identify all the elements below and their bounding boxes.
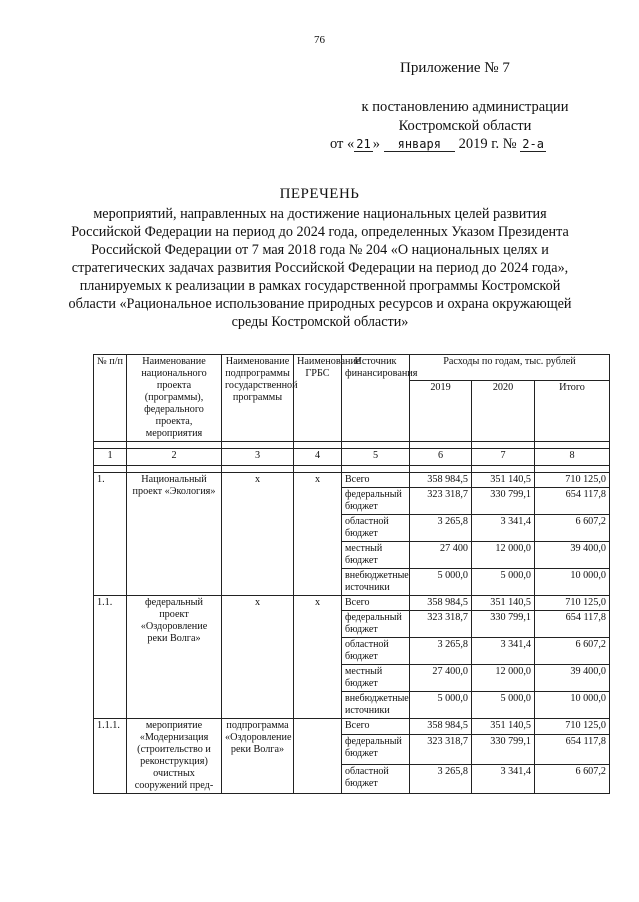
document-title: ПЕРЕЧЕНЬ — [279, 186, 360, 202]
amount-total: 710 125,0 — [535, 473, 610, 488]
amount-2020: 330 799,1 — [472, 735, 535, 764]
column-number: 2 — [127, 449, 222, 466]
amount-2019: 3 265,8 — [410, 515, 472, 542]
amount-2020: 351 140,5 — [472, 596, 535, 611]
table-row — [94, 719, 610, 735]
resolution-date-line — [330, 136, 546, 153]
appendix-label: Приложение № 7 — [400, 60, 510, 76]
item-name: Национальный проект «Экология» — [127, 473, 222, 596]
funding-source: местный бюджет — [342, 665, 410, 692]
column-number: 4 — [294, 449, 342, 466]
amount-2020: 3 341,4 — [472, 515, 535, 542]
amount-2019: 358 984,5 — [410, 719, 472, 735]
item-grbs: х — [294, 473, 342, 596]
amount-total: 39 400,0 — [535, 542, 610, 569]
amount-total: 39 400,0 — [535, 665, 610, 692]
header-grbs: Наименование ГРБС — [294, 355, 342, 442]
column-number: 5 — [342, 449, 410, 466]
column-number: 1 — [94, 449, 127, 466]
funding-source: внебюджетные источники — [342, 692, 410, 719]
header-source: Источник финансирования — [342, 355, 410, 442]
column-number: 3 — [222, 449, 294, 466]
table-row — [94, 596, 610, 611]
funding-source: областной бюджет — [342, 515, 410, 542]
amount-2019: 358 984,5 — [410, 596, 472, 611]
funding-source: внебюджетные источники — [342, 569, 410, 596]
amount-2020: 12 000,0 — [472, 665, 535, 692]
date-year: 2019 г. № — [458, 136, 517, 152]
item-number: 1.1.1. — [94, 719, 127, 794]
amount-2019: 5 000,0 — [410, 692, 472, 719]
date-prefix: от « — [330, 136, 355, 152]
item-grbs — [294, 719, 342, 794]
amount-total: 6 607,2 — [535, 764, 610, 793]
date-month: января — [384, 137, 455, 152]
column-number: 8 — [535, 449, 610, 466]
measures-table — [93, 354, 610, 794]
table-row — [94, 473, 610, 488]
item-subprogram: х — [222, 473, 294, 596]
amount-total: 10 000,0 — [535, 569, 610, 596]
header-2020: 2020 — [472, 380, 535, 441]
header-2019: 2019 — [410, 380, 472, 441]
page-number: 76 — [314, 34, 325, 46]
item-grbs: х — [294, 596, 342, 719]
amount-2020: 351 140,5 — [472, 719, 535, 735]
amount-2020: 330 799,1 — [472, 488, 535, 515]
amount-2019: 27 400,0 — [410, 665, 472, 692]
funding-source: областной бюджет — [342, 764, 410, 793]
date-mid: » — [372, 136, 380, 152]
resolution-line-1: к постановлению администрации — [361, 99, 569, 115]
resolution-line-2: Костромской области — [398, 118, 532, 134]
item-number: 1. — [94, 473, 127, 596]
amount-2019: 3 265,8 — [410, 638, 472, 665]
amount-total: 710 125,0 — [535, 596, 610, 611]
amount-2020: 5 000,0 — [472, 569, 535, 596]
header-expenses: Расходы по годам, тыс. рублей — [410, 355, 610, 381]
amount-2019: 323 318,7 — [410, 611, 472, 638]
item-name: федеральный проект «Оздоровление реки Волга» — [127, 596, 222, 719]
resolution-reference — [340, 98, 590, 136]
amount-2019: 5 000,0 — [410, 569, 472, 596]
amount-2020: 5 000,0 — [472, 692, 535, 719]
amount-2019: 3 265,8 — [410, 764, 472, 793]
funding-source: федеральный бюджет — [342, 611, 410, 638]
header-subprogram: Наименование подпрограммы государственной программы — [222, 355, 294, 442]
amount-2020: 3 341,4 — [472, 764, 535, 793]
date-day: 21 — [356, 137, 371, 151]
amount-2020: 12 000,0 — [472, 542, 535, 569]
item-name: мероприятие «Модернизация (строительство и реконструкция) очистных сооружений пред- — [127, 719, 222, 794]
column-number: 7 — [472, 449, 535, 466]
column-numbers-row — [94, 449, 610, 466]
amount-2019: 323 318,7 — [410, 735, 472, 764]
amount-total: 6 607,2 — [535, 515, 610, 542]
header-total: Итого — [535, 380, 610, 441]
document-subtitle: мероприятий, направленных на достижение национальных целей развития Российской Федерации на период до 2024 года, определенных Указом Президента Российской Федерации от 7 мая 2018 года № 204 «О национальных целях и стратегических задачах развития Российской Федерации на период до 2024 года», планируемых к реализации в рамках государственной программы Костромской области «Рациональное использование природных ресурсов и охрана окружающей среды Костромской области» — [68, 206, 572, 330]
amount-2020: 330 799,1 — [472, 611, 535, 638]
amount-total: 654 117,8 — [535, 488, 610, 515]
funding-source: областной бюджет — [342, 638, 410, 665]
resolution-number: 2-а — [522, 137, 544, 151]
amount-2019: 358 984,5 — [410, 473, 472, 488]
column-number: 6 — [410, 449, 472, 466]
header-name: Наименование национального проекта (программы), федерального проекта, мероприятия — [127, 355, 222, 442]
amount-2020: 3 341,4 — [472, 638, 535, 665]
funding-source: федеральный бюджет — [342, 735, 410, 764]
amount-total: 6 607,2 — [535, 638, 610, 665]
item-number: 1.1. — [94, 596, 127, 719]
amount-total: 654 117,8 — [535, 611, 610, 638]
funding-source: Всего — [342, 719, 410, 735]
amount-total: 710 125,0 — [535, 719, 610, 735]
amount-total: 10 000,0 — [535, 692, 610, 719]
item-subprogram: х — [222, 596, 294, 719]
amount-2020: 351 140,5 — [472, 473, 535, 488]
item-subprogram: подпрограмма «Оздоровление реки Волга» — [222, 719, 294, 794]
header-num: № п/п — [94, 355, 127, 442]
amount-total: 654 117,8 — [535, 735, 610, 764]
amount-2019: 323 318,7 — [410, 488, 472, 515]
funding-source: Всего — [342, 596, 410, 611]
amount-2019: 27 400 — [410, 542, 472, 569]
funding-source: Всего — [342, 473, 410, 488]
funding-source: местный бюджет — [342, 542, 410, 569]
funding-source: федеральный бюджет — [342, 488, 410, 515]
